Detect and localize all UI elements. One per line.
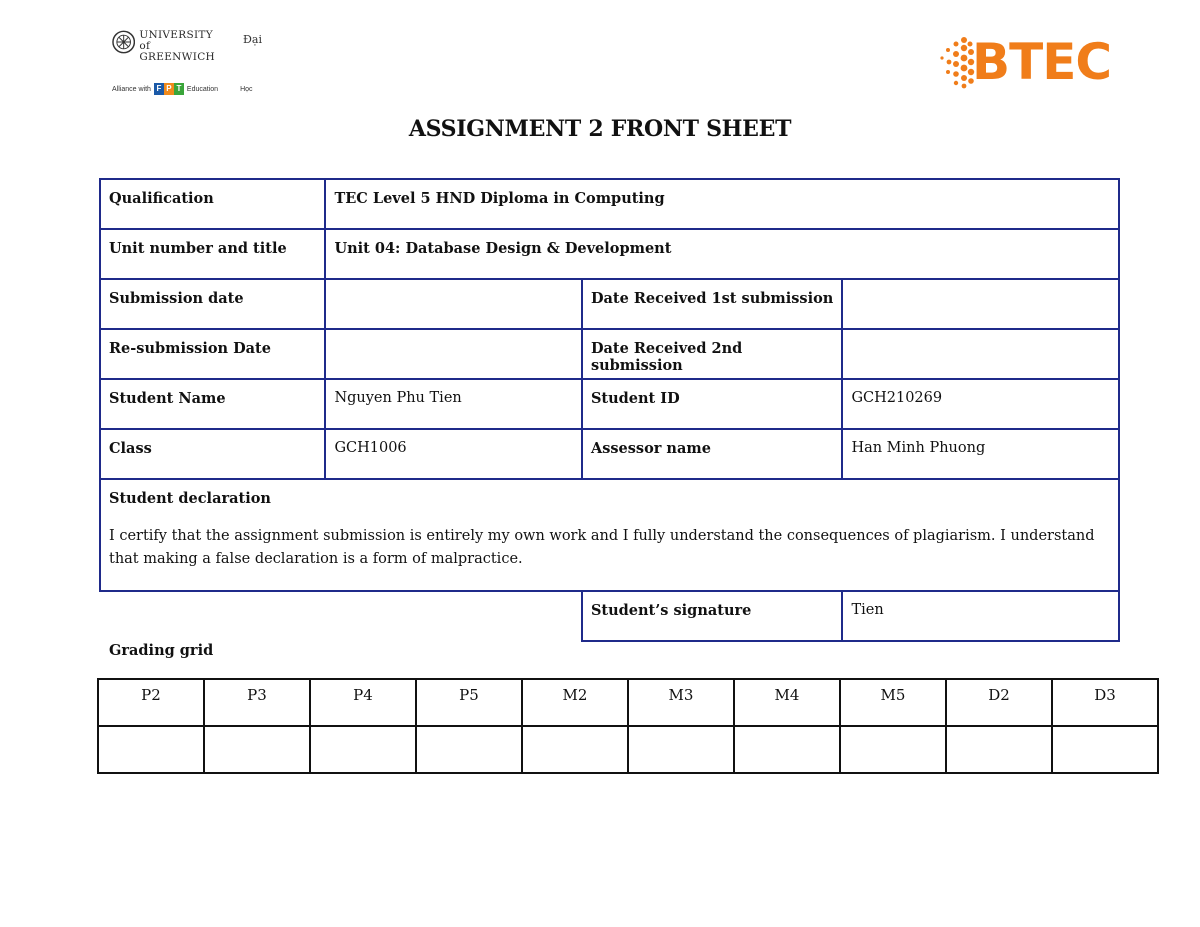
grade-header-d2: D2 bbox=[946, 679, 1052, 726]
grade-cell bbox=[1052, 726, 1158, 773]
grade-cell bbox=[840, 726, 946, 773]
declaration-title: Student declaration bbox=[109, 490, 271, 507]
table-row bbox=[100, 429, 1119, 479]
signature-label: Student’s signature bbox=[582, 591, 843, 641]
university-dai-text: Đại bbox=[243, 33, 262, 46]
grade-header-d3: D3 bbox=[1052, 679, 1158, 726]
student-declaration-cell bbox=[100, 479, 1119, 591]
grade-cell bbox=[204, 726, 310, 773]
signature-value: Tien bbox=[842, 591, 1119, 641]
assessor-value: Han Minh Phuong bbox=[842, 429, 1119, 479]
grade-header-m3: M3 bbox=[628, 679, 734, 726]
table-row bbox=[100, 329, 1119, 379]
date-received-2-value bbox=[842, 329, 1119, 379]
class-label: Class bbox=[100, 429, 325, 479]
grade-header-m4: M4 bbox=[734, 679, 840, 726]
fpt-letter-p: P bbox=[164, 83, 174, 95]
alliance-text: Alliance with bbox=[112, 85, 151, 93]
table-row bbox=[100, 279, 1119, 329]
btec-logo bbox=[934, 32, 1124, 92]
grading-header-row bbox=[98, 679, 1158, 726]
grade-cell bbox=[628, 726, 734, 773]
grading-grid-label: Grading grid bbox=[109, 642, 214, 659]
table-row bbox=[100, 179, 1119, 229]
grade-header-p3: P3 bbox=[204, 679, 310, 726]
qualification-label: Qualification bbox=[100, 179, 325, 229]
table-row bbox=[100, 591, 1119, 641]
grade-header-m2: M2 bbox=[522, 679, 628, 726]
fpt-letter-t: T bbox=[174, 83, 184, 95]
resubmission-date-label: Re-submission Date bbox=[100, 329, 325, 379]
grade-cell bbox=[310, 726, 416, 773]
grade-cell bbox=[416, 726, 522, 773]
grade-header-p4: P4 bbox=[310, 679, 416, 726]
grade-cell bbox=[734, 726, 840, 773]
page-title: ASSIGNMENT 2 FRONT SHEET bbox=[408, 116, 792, 142]
unit-value: Unit 04: Database Design & Development bbox=[325, 229, 1119, 279]
declaration-text: I certify that the assignment submission is entirely my own work and I fully understand the consequences of plagiarism. I understand that making a false declaration is a form of malpractice. bbox=[109, 528, 1095, 567]
date-received-2-label: Date Received 2nd submission bbox=[582, 329, 843, 379]
table-row bbox=[100, 379, 1119, 429]
grade-cell bbox=[522, 726, 628, 773]
university-name-line1: UNIVERSITY of bbox=[139, 29, 213, 52]
student-id-value: GCH210269 bbox=[842, 379, 1119, 429]
student-name-label: Student Name bbox=[100, 379, 325, 429]
blank-cell bbox=[100, 591, 582, 641]
grade-header-p5: P5 bbox=[416, 679, 522, 726]
table-row bbox=[100, 229, 1119, 279]
grade-cell bbox=[98, 726, 204, 773]
btec-logo-text: BTEC bbox=[972, 33, 1112, 91]
university-name-line2: GREENWICH bbox=[139, 51, 215, 63]
unit-label: Unit number and title bbox=[100, 229, 325, 279]
submission-date-value bbox=[325, 279, 582, 329]
table-row bbox=[100, 479, 1119, 591]
class-value: GCH1006 bbox=[325, 429, 582, 479]
student-name-value: Nguyen Phu Tien bbox=[325, 379, 582, 429]
grade-cell bbox=[946, 726, 1052, 773]
date-received-1-label: Date Received 1st submission bbox=[582, 279, 843, 329]
fpt-logo bbox=[154, 83, 184, 95]
university-of-greenwich-logo bbox=[112, 30, 262, 96]
grading-grid-table bbox=[97, 678, 1159, 774]
grade-header-p2: P2 bbox=[98, 679, 204, 726]
grading-value-row bbox=[98, 726, 1158, 773]
btec-dots-icon bbox=[934, 34, 976, 90]
submission-date-label: Submission date bbox=[100, 279, 325, 329]
education-text: Education bbox=[186, 85, 219, 93]
date-received-1-value bbox=[842, 279, 1119, 329]
crest-icon bbox=[112, 30, 135, 54]
qualification-value: TEC Level 5 HND Diploma in Computing bbox=[325, 179, 1119, 229]
resubmission-date-value bbox=[325, 329, 582, 379]
fpt-letter-f: F bbox=[154, 83, 164, 95]
grade-header-m5: M5 bbox=[840, 679, 946, 726]
assessor-label: Assessor name bbox=[582, 429, 843, 479]
university-hoc-text: Học bbox=[240, 85, 253, 93]
assignment-info-table bbox=[99, 178, 1120, 642]
student-id-label: Student ID bbox=[582, 379, 843, 429]
